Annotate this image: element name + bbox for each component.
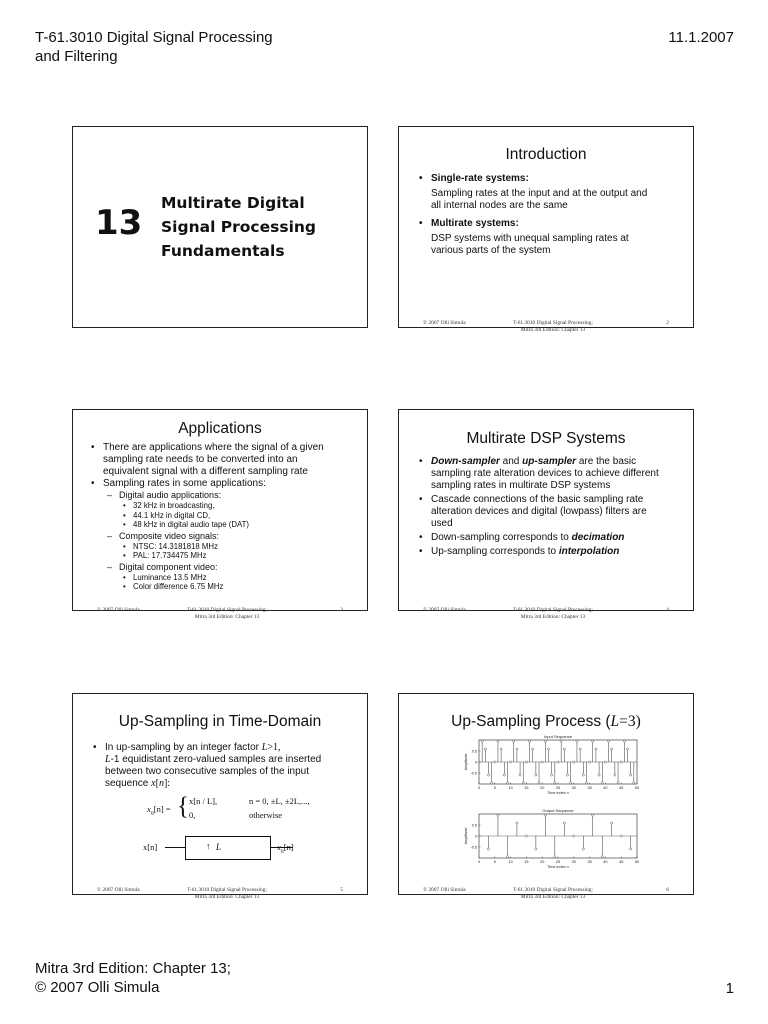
stem-marker (592, 814, 594, 816)
stem-marker (620, 835, 622, 837)
slide-number: 6 (666, 887, 669, 893)
slide-title: Applications (178, 420, 262, 437)
term-down-sampler: Down-sampler (431, 456, 500, 467)
sub-sub-bullet: • 48 kHz in digital audio tape (DAT) (123, 520, 359, 530)
x-tick-label: 25 (555, 786, 561, 790)
term-up-sampler: up-sampler (522, 456, 577, 467)
slide-title: Up-Sampling in Time-Domain (118, 713, 322, 730)
upsampler-factor: L (216, 842, 222, 852)
chapter-number: 13 (95, 203, 143, 243)
y-tick-label: 0.5 (471, 749, 477, 754)
sub-sub-bullet: • PAL: 17.734475 MHz (123, 551, 359, 561)
y-axis-label: Amplitude (464, 827, 468, 845)
bullet (93, 742, 355, 790)
bullet: • Up-sampling corresponds to interpolation (419, 546, 687, 558)
diagram-output-label: $x_u[n]$ (277, 842, 294, 855)
stem-marker (551, 774, 553, 776)
stem-marker (623, 740, 625, 742)
stem-marker (506, 856, 508, 858)
stem-marker (497, 740, 499, 742)
text-line: alteration devices and digital (lowpass) filters are (431, 506, 647, 517)
stem-marker (630, 848, 632, 850)
x-tick-label: 15 (524, 786, 529, 790)
slide-title: Introduction (505, 146, 587, 163)
x-tick-label: 35 (587, 786, 592, 790)
stem-marker (579, 748, 581, 750)
stem-marker (484, 748, 486, 750)
stem-marker (516, 748, 518, 750)
page-footer-line1: Mitra 3rd Edition: Chapter 13; (35, 960, 231, 977)
stem-marker (630, 774, 632, 776)
stem-marker (560, 740, 562, 742)
x-tick-label: 10 (508, 860, 513, 864)
stem-marker (611, 822, 613, 824)
stem-marker (573, 835, 575, 837)
stem-marker (570, 782, 572, 784)
stem-marker (525, 761, 527, 763)
slide-number: 3 (340, 607, 343, 613)
x-tick-label: 45 (619, 786, 624, 790)
text-line: used (431, 518, 453, 529)
stem-marker (582, 774, 584, 776)
x-tick-label: 45 (619, 860, 624, 864)
footer-course: T-61.3010 Digital Signal Processing; Mitra 3rd Edition: Chapter 13 (513, 887, 593, 900)
text-line: DSP systems with unequal sampling rates at (431, 233, 629, 244)
page-footer (35, 959, 231, 997)
stem-marker (611, 748, 613, 750)
stem-marker (535, 848, 537, 850)
stem-marker (617, 782, 619, 784)
sub-bullet: – Digital component video: (107, 562, 359, 573)
equation-lhs: $x_u[n]$ = (147, 804, 171, 817)
stem-marker (532, 748, 534, 750)
sub-sub-bullet: • Luminance 13.5 MHz (123, 573, 359, 583)
stem-marker (576, 740, 578, 742)
x-tick-label: 50 (634, 860, 640, 864)
slide-number: 4 (666, 607, 669, 613)
up-arrow-icon: ↑ (206, 841, 211, 851)
document-date: 11.1.2007 (668, 29, 734, 46)
text-line: all internal nodes are the same (431, 200, 568, 211)
footer-course: T-61.3010 Digital Signal Processing; Mitra 3rd Edition: Chapter 13 (513, 607, 593, 620)
equation-condition-2: otherwise (249, 810, 283, 820)
x-tick-label: 5 (493, 860, 496, 864)
footer-course: T-61.3010 Digital Signal Processing; Mitra 3rd Edition: Chapter 13 (513, 320, 593, 333)
x-tick-label: 25 (555, 860, 561, 864)
equation-case-2: 0, (189, 810, 196, 820)
bullet: • Sampling rates in some applications: (91, 478, 359, 490)
x-tick-label: 30 (571, 786, 576, 790)
diagram-line (165, 847, 185, 848)
text-line: between two consecutive samples of the input (105, 766, 310, 777)
x-tick-label: 5 (493, 786, 496, 790)
stem-marker (487, 774, 489, 776)
x-axis-label: Time index n (547, 791, 569, 795)
stem-marker (535, 774, 537, 776)
x-tick-label: 30 (571, 860, 576, 864)
chapter-title-line3: Fundamentals (161, 242, 285, 260)
stem-marker (573, 761, 575, 763)
stem-marker (541, 761, 543, 763)
stem-marker (522, 782, 524, 784)
footer-copyright: © 2007 Olli Simula (97, 887, 140, 893)
sub-bullet: – Digital audio applications: (107, 490, 359, 501)
stem-marker (614, 774, 616, 776)
diagram-input-label: x[n] (143, 842, 158, 852)
x-axis-label: Time index n (547, 865, 569, 869)
y-tick-label: 0.5 (471, 823, 477, 828)
slide-body (93, 742, 355, 790)
equation-condition-1: n = 0, ±L, ±2L,..., (249, 796, 310, 806)
stem-marker (633, 782, 635, 784)
stem-marker (528, 740, 530, 742)
stem-marker (510, 761, 512, 763)
text-line: L-1 equidistant zero-valued samples are inserted (105, 754, 322, 765)
page-number: 1 (725, 980, 734, 997)
stem-marker (595, 748, 597, 750)
plot-title: Output Sequence (542, 808, 574, 813)
stem-marker (604, 761, 606, 763)
footer-course: T-61.3010 Digital Signal Processing; Mitra 3rd Edition: Chapter 13 (187, 887, 267, 900)
bullet (419, 494, 687, 530)
slide-number: 2 (666, 320, 669, 326)
slide-6 (398, 693, 694, 900)
page-footer-line2: © 2007 Olli Simula (35, 979, 160, 996)
footer-copyright: © 2007 Olli Simula (423, 607, 466, 613)
x-tick-label: 10 (508, 786, 513, 790)
stem-marker (544, 814, 546, 816)
footer-copyright: © 2007 Olli Simula (423, 887, 466, 893)
bullet: • Down-sampling corresponds to decimation (419, 532, 687, 544)
stem-marker (563, 748, 565, 750)
text-line: • Down-sampler and up-sampler are the basic (431, 456, 637, 467)
x-tick-label: 40 (603, 860, 608, 864)
y-axis-label: Amplitude (464, 753, 468, 771)
stem-marker (626, 748, 628, 750)
sub-sub-bullet: • 44.1 kHz in digital CD, (123, 511, 359, 521)
bullet-text (419, 188, 679, 212)
x-tick-label: 0 (477, 860, 481, 864)
stem-marker (582, 848, 584, 850)
footer-course: T-61.3010 Digital Signal Processing; Mitra 3rd Edition: Chapter 13 (187, 607, 267, 620)
stem-marker (506, 782, 508, 784)
x-tick-label: 20 (540, 786, 545, 790)
sub-sub-bullet: • NTSC: 14.3181818 MHz (123, 542, 359, 552)
stem-marker (566, 774, 568, 776)
text-line: Sampling rates at the input and at the output and (431, 188, 648, 199)
x-tick-label: 0 (477, 786, 481, 790)
bullet: • Single-rate systems: (419, 173, 679, 185)
y-tick-label: -0.5 (470, 845, 477, 850)
slide-title: Up-Sampling Process (L=3) (451, 713, 641, 730)
slide-body (91, 442, 359, 592)
y-tick-label: 0 (474, 760, 477, 765)
term-decimation: decimation (571, 532, 625, 543)
stem-marker (519, 774, 521, 776)
footer-copyright: © 2007 Olli Simula (423, 320, 466, 326)
stem-marker (589, 761, 591, 763)
slide-title: Multirate DSP Systems (466, 430, 626, 447)
stem-marker (592, 740, 594, 742)
upsampler-block (185, 836, 271, 860)
bullet (419, 456, 687, 492)
sub-bullet: – Composite video signals: (107, 531, 359, 542)
stem-marker (620, 761, 622, 763)
sub-sub-bullet: • Color difference 6.75 MHz (123, 582, 359, 592)
x-tick-label: 35 (587, 860, 592, 864)
bullet (91, 442, 359, 478)
stem-marker (500, 748, 502, 750)
slide-1 (72, 126, 368, 328)
slide-number: 5 (340, 887, 343, 893)
stem-marker (585, 782, 587, 784)
document-title-line2: and Filtering (35, 48, 118, 65)
chapter-title-line1: Multirate Digital (161, 194, 305, 212)
stem-marker (544, 740, 546, 742)
stem-marker (547, 748, 549, 750)
stem-marker (538, 782, 540, 784)
text-line: • There are applications where the signal of a given (103, 442, 324, 453)
chapter-title (161, 191, 316, 263)
stem-marker (554, 856, 556, 858)
y-tick-label: -0.5 (470, 771, 477, 776)
bullet-text (419, 233, 679, 257)
x-tick-label: 20 (540, 860, 545, 864)
stem-marker (554, 782, 556, 784)
stem-marker (607, 740, 609, 742)
stem-marker (601, 856, 603, 858)
stem-marker (487, 848, 489, 850)
slide-3 (72, 409, 368, 620)
text-line: • Cascade connections of the basic sampling rate (431, 494, 644, 505)
footer-copyright: © 2007 Olli Simula (97, 607, 140, 613)
y-tick-label: 0 (474, 834, 477, 839)
slide-5 (72, 693, 368, 900)
slide-body (419, 173, 679, 257)
stem-marker (497, 814, 499, 816)
x-tick-label: 50 (634, 786, 640, 790)
stem-marker (598, 774, 600, 776)
stem-marker (481, 740, 483, 742)
text-line: sequence x[n]: (105, 778, 171, 789)
slide-4 (398, 409, 694, 620)
stem-marker (491, 782, 493, 784)
plot-title: Input Sequence (543, 734, 573, 739)
stem-marker (557, 761, 559, 763)
text-line: sampling rates in multirate DSP systems (431, 480, 611, 491)
equation-case-1: x[n / L], (189, 796, 218, 806)
x-tick-label: 15 (524, 860, 529, 864)
bullet: • Multirate systems: (419, 218, 679, 230)
stem-marker (513, 740, 515, 742)
chapter-title-line2: Signal Processing (161, 218, 317, 236)
text-line: various parts of the system (431, 245, 551, 256)
sub-list (91, 490, 359, 592)
x-tick-label: 40 (603, 786, 608, 790)
stem-marker (525, 835, 527, 837)
stem-marker (516, 822, 518, 824)
brace-icon: { (177, 793, 189, 820)
stem-plots (399, 732, 693, 882)
sub-sub-bullet: • 32 kHz in broadcasting, (123, 501, 359, 511)
stem-marker (494, 761, 496, 763)
text-line: equivalent signal with a different sampling rate (103, 466, 308, 477)
text-line: • In up-sampling by an integer factor L>1, (105, 742, 281, 753)
term-interpolation: interpolation (558, 546, 620, 557)
stem-marker (503, 774, 505, 776)
stem-marker (601, 782, 603, 784)
stem-marker (563, 822, 565, 824)
slide-body (419, 456, 687, 558)
document-title (35, 28, 273, 66)
slide-2 (398, 126, 694, 333)
document-title-line1: T-61.3010 Digital Signal Processing (35, 29, 273, 46)
text-line: sampling rate needs to be converted into an (103, 454, 298, 465)
text-line: sampling rate alteration devices to achieve different (431, 468, 659, 479)
